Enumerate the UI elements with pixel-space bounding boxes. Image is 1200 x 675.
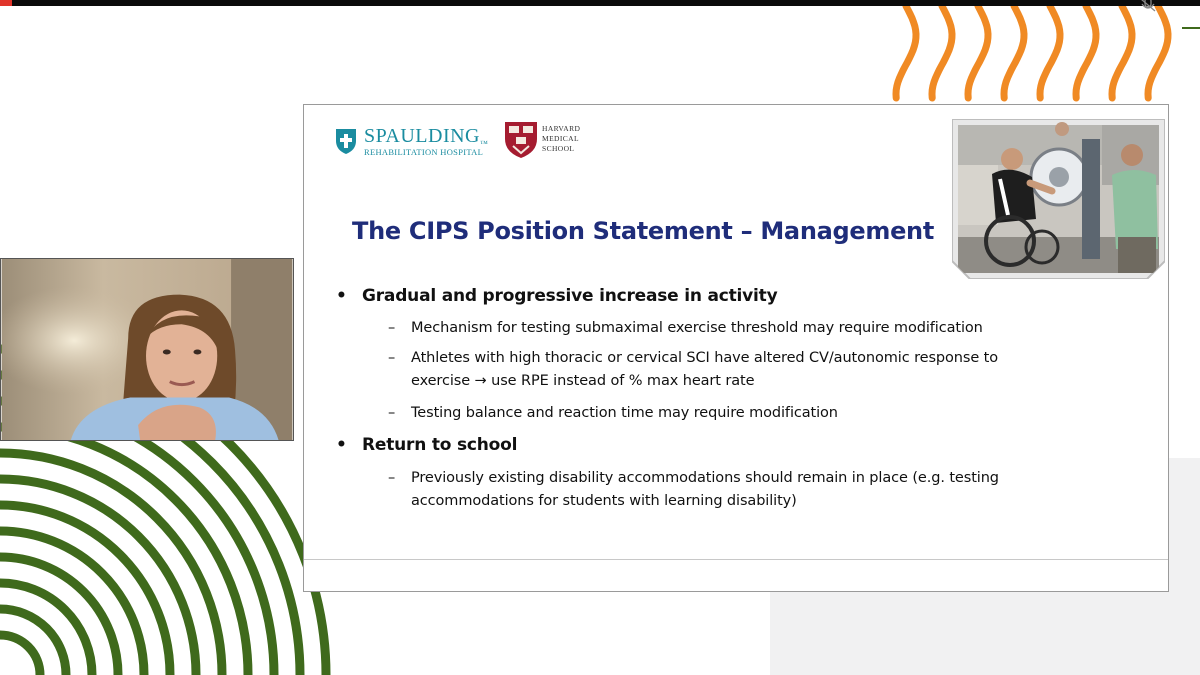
green-arc-ring bbox=[0, 609, 66, 675]
meeting-top-bar bbox=[0, 0, 1200, 6]
orange-wave-pattern bbox=[896, 6, 1168, 98]
bullet-text: Return to school bbox=[362, 435, 518, 455]
sub-bullet-dash: – bbox=[388, 405, 396, 421]
bullet-marker: • bbox=[336, 286, 347, 306]
slide-title: The CIPS Position Statement – Management bbox=[352, 217, 935, 245]
harvard-line-3: SCHOOL bbox=[542, 144, 575, 153]
orange-wave-line bbox=[1004, 6, 1024, 98]
orange-wave-line bbox=[968, 6, 988, 98]
spaulding-shield-icon bbox=[334, 127, 358, 155]
spaulding-logo bbox=[334, 125, 494, 157]
spaulding-name: SPAULDING bbox=[364, 125, 481, 147]
sub-bullet-line: Previously existing disability accommodations should remain in place (e.g. testing bbox=[411, 470, 999, 486]
spaulding-trademark: ™ bbox=[480, 139, 489, 148]
recording-indicator bbox=[0, 0, 12, 6]
harvard-line-1: HARVARD bbox=[542, 124, 581, 133]
sub-bullet-dash: – bbox=[388, 350, 396, 366]
wheelchair-athlete-photo bbox=[952, 119, 1165, 279]
sub-bullet-dash: – bbox=[388, 320, 396, 336]
bullet-text: Gradual and progressive increase in activity bbox=[362, 286, 778, 306]
spaulding-subtitle: REHABILITATION HOSPITAL bbox=[364, 147, 484, 157]
bullet-marker: • bbox=[336, 435, 347, 455]
orange-wave-line bbox=[1076, 6, 1096, 98]
harvard-medical-school-logo bbox=[504, 121, 594, 161]
slide-footer-divider bbox=[304, 559, 1168, 560]
harvard-shield-icon bbox=[504, 121, 538, 159]
sub-bullet-line: Athletes with high thoracic or cervical SCI have altered CV/autonomic response to bbox=[411, 350, 999, 366]
sub-bullet-line: accommodations for students with learning disability) bbox=[411, 493, 797, 509]
sub-bullet-dash: – bbox=[388, 470, 396, 486]
orange-wave-line bbox=[932, 6, 952, 98]
shared-slide bbox=[303, 104, 1169, 592]
green-arc-ring bbox=[0, 635, 40, 675]
speaker-video-tile[interactable] bbox=[0, 258, 294, 441]
sub-bullet-line: Mechanism for testing submaximal exercise threshold may require modification bbox=[411, 320, 983, 336]
microphone-muted-icon[interactable] bbox=[1138, 0, 1158, 12]
harvard-line-2: MEDICAL bbox=[542, 134, 579, 143]
sub-bullet-line: Testing balance and reaction time may require modification bbox=[411, 405, 838, 421]
orange-wave-line bbox=[896, 6, 916, 98]
sub-bullet-line: exercise → use RPE instead of % max heart rate bbox=[411, 373, 755, 389]
orange-wave-line bbox=[1040, 6, 1060, 98]
orange-wave-line bbox=[1112, 6, 1132, 98]
orange-wave-line bbox=[1148, 6, 1168, 98]
